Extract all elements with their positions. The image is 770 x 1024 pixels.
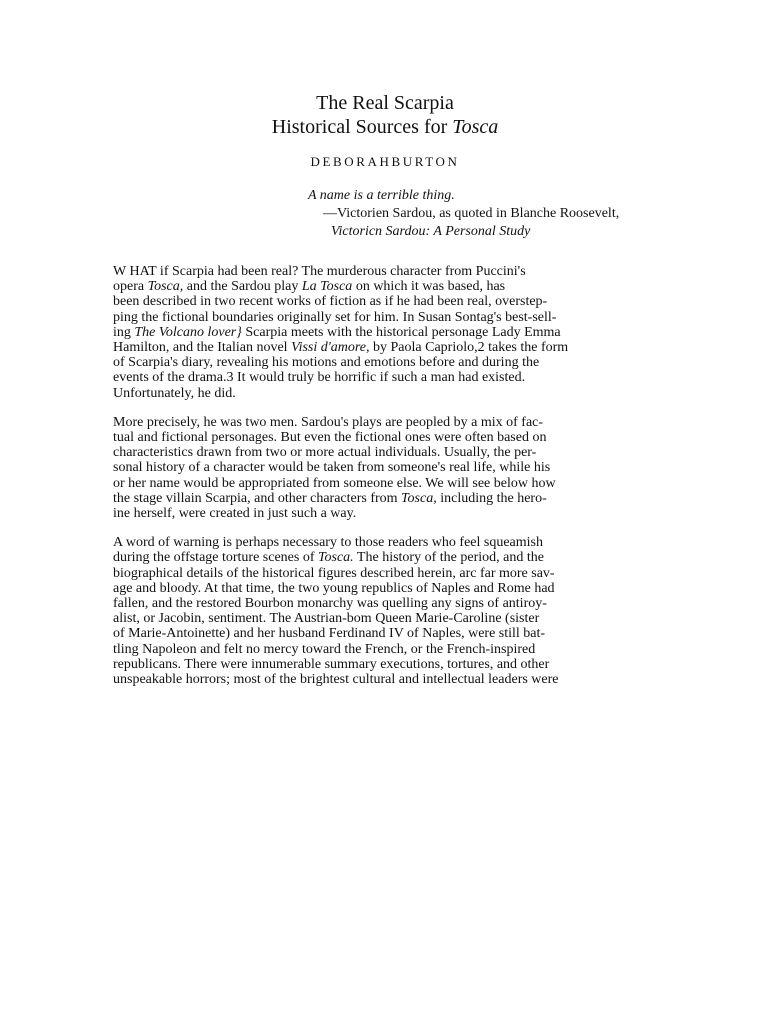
epigraph-source-text: Victoricn Sardou: A Personal Study [331,224,531,239]
text-line [113,672,613,687]
text-line [113,340,613,355]
text-line [113,642,613,657]
italic-text: Tosca, [147,279,184,295]
text-line [113,445,613,460]
text-line [113,596,613,611]
text-segment: ping the fictional boundaries originally set for him. In Susan Sontag's best-sell- [113,309,557,325]
text-line [113,415,613,430]
text-segment: The history of the period, and the [353,550,544,566]
text-segment: Unfortunately, he did. [113,385,236,401]
epigraph-quote-text: A name is a terrible thing. [308,188,455,203]
text-segment: and the Sardou play [183,279,302,295]
text-line [113,355,613,370]
text-line [113,310,613,325]
text-line [113,294,613,309]
text-segment: characteristics drawn from two or more actual individuals. Usually, the per- [113,445,537,461]
text-segment: tling Napoleon and felt no mercy toward the French, or the French-inspired [113,641,536,657]
text-line [113,386,613,401]
text-segment: biographical details of the historical figures described herein, arc far more sav- [113,565,555,581]
text-segment: the stage villain Scarpia, and other characters from [113,490,402,506]
text-segment: Scarpia meets with the historical personage Lady Emma [241,324,561,340]
text-segment: sonal history of a character would be taken from someone's real life, while his [113,460,551,476]
text-segment: events of the drama.3 It would truly be horrific if such a man had existed. [113,370,526,386]
text-segment: by Paola Capriolo,2 takes the form [369,340,569,356]
text-line [113,264,613,279]
article-title: The Real Scarpia [316,92,454,114]
text-segment: of Marie-Antoinette) and her husband Ferdinand IV of Naples, were still bat- [113,626,546,642]
text-segment: More precisely, he was two men. Sardou's plays are peopled by a mix of fac- [113,414,544,430]
italic-text: La Tosca [301,279,353,295]
text-segment: Hamilton, and the Italian novel [113,340,292,356]
article-body [113,264,613,701]
italic-text: Tosca, [401,490,437,506]
subtitle-text: Historical Sources for [271,116,453,138]
text-line [113,506,613,521]
text-line [113,370,613,385]
text-line [113,491,613,506]
text-segment: alist, or Jacobin, sentiment. The Austrian-bom Queen Marie-Caroline (sister [113,611,540,627]
italic-text: Tosca. [318,550,354,566]
text-segment: including the hero- [436,490,547,506]
text-line [113,279,613,294]
text-segment: ine herself, were created in just such a way. [113,506,357,522]
text-segment: of Scarpia's diary, revealing his motions and emotions before and during the [113,355,540,371]
paragraph [113,264,613,401]
text-segment: tual and fictional personages. But even the fictional ones were often based on [113,430,547,446]
text-segment: on which it was based, has [352,279,506,295]
text-line [113,611,613,626]
text-segment: age and bloody. At that time, the two young republics of Naples and Rome had [113,580,555,596]
text-line [113,566,613,581]
italic-text: Vissi d'amore, [291,340,370,356]
text-segment: ing [113,324,135,340]
text-line [113,626,613,641]
epigraph-source [308,223,748,241]
epigraph [308,187,748,241]
text-line [113,476,613,491]
subtitle-italic: Tosca [452,116,499,138]
text-line [113,581,613,596]
text-line [113,460,613,475]
text-line [113,325,613,340]
paragraph [113,535,613,687]
text-line [113,657,613,672]
author-name: DEBORAHBURTON [310,154,460,169]
text-segment: republicans. There were innumerable summary executions, tortures, and other [113,656,550,672]
text-segment: opera [113,279,148,295]
epigraph-attribution: —Victorien Sardou, as quoted in Blanche Roosevelt, [323,206,620,221]
paragraph [113,415,613,521]
text-segment: A word of warning is perhaps necessary to those readers who feel squeamish [113,535,543,551]
article-subtitle [0,115,770,139]
text-line [113,535,613,550]
text-segment: during the offstage torture scenes of [113,550,319,566]
text-segment: fallen, and the restored Bourbon monarchy was quelling any signs of antiroy- [113,596,547,612]
italic-text: The Volcano lover} [134,324,242,340]
text-line [113,550,613,565]
text-segment: or her name would be appropriated from someone else. We will see below how [113,475,556,491]
epigraph-quote [308,187,748,205]
text-line [113,430,613,445]
text-segment: unspeakable horrors; most of the brightest cultural and intellectual leaders were [113,672,559,688]
text-segment: W HAT if Scarpia had been real? The murderous character from Puccini's [113,264,526,279]
text-segment: been described in two recent works of fiction as if he had been real, overstep- [113,294,548,310]
